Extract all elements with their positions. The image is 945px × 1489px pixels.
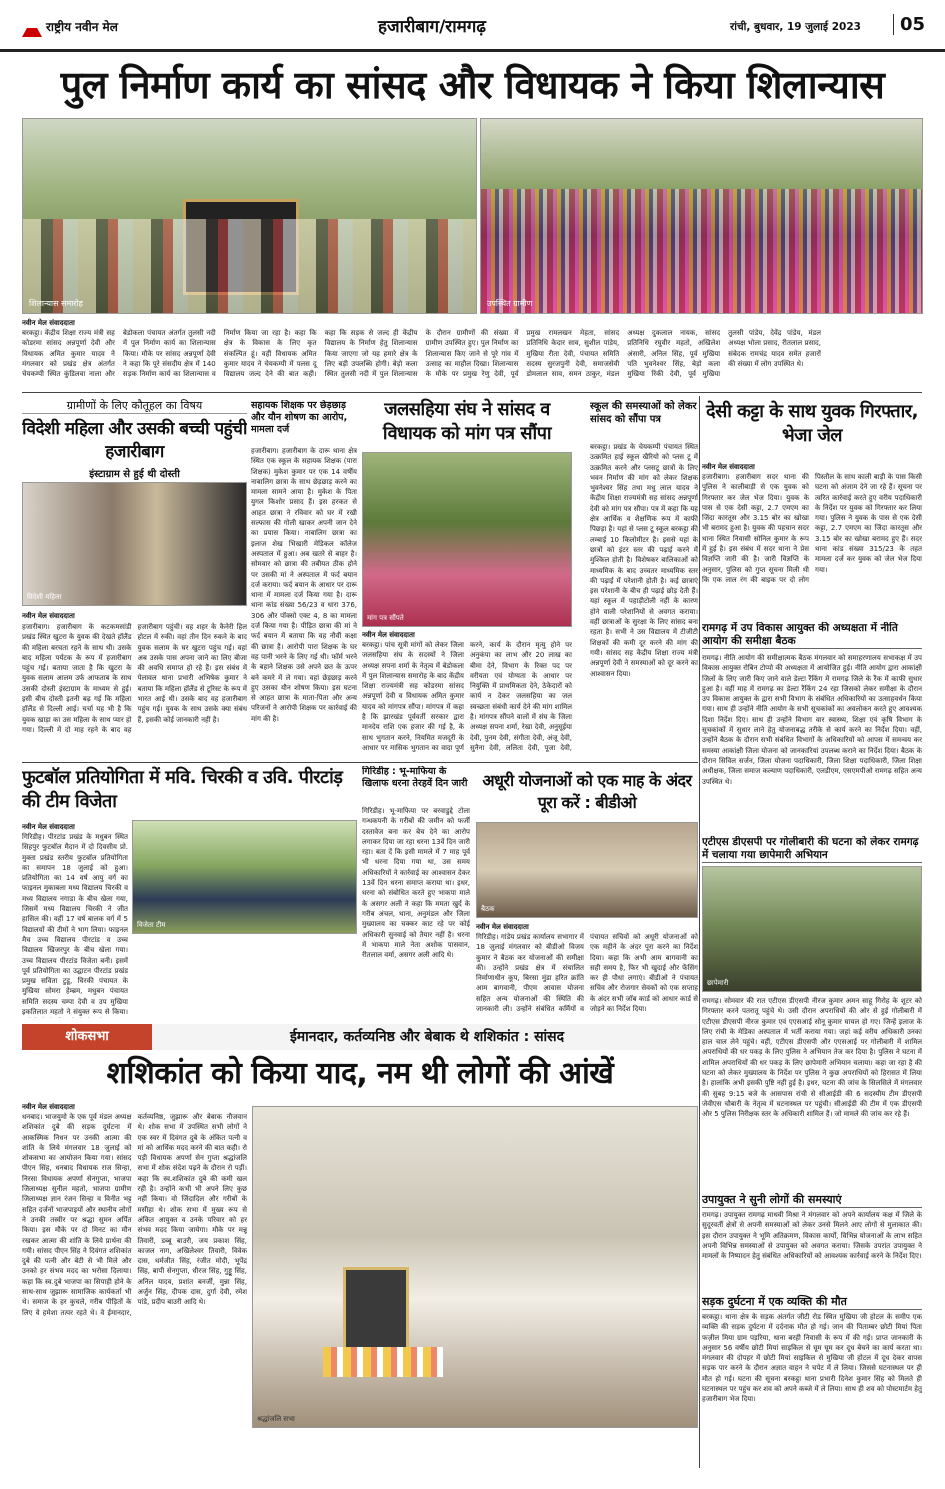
story-golibari-body: रामगढ़। सोमवार की रात एटीएस डीएसपी नीरज कुमार अमन साहू गिरोह के शूटर को गिरफ्तार करने पतरातू पहुंचे थे। उसी दौरान अपराधियों की ओर से हुई गोलीबारी में एटीएस डीएसपी नीरज कुमार एवं एएसआई सोनू कुमार घायल हो गए। जिन्हें इलाज के लिए रांची के मेडिका अस्पताल में भर्ती कराया गया। जहां कई वरीय अधिकारी उनका हाल चाल लेने पहुंचे। वहीं, एटीएस डीएसपी और एएसआई पर गोलीबारी में शामिल अपराधियों की धर पकड़ के लिए पुलिस ने अभियान तेज कर दिया है। पुलिस ने घटना में शामिल अपराधियों की धर पकड़ के लिए छापेमारी अभियान चलाया। कहा जा रहा है की घटना को लेकर मुख्यालय के निर्देश पर पुलिस ने कुछ अपराधियों को हिरासत में लिया है। हालांकि अभी इसकी पुष्टि नहीं हुई है। इधर, घटना की जांच के सिलसिले में मंगलवार की सुबह 9:15 बजे के आसपास रांची से सीआईडी की 6 सदस्यीय टीम डीएसपी जेवीएस चौबारी के नेतृत्व में घटनास्थल पर पहुंची। सीआईडी की टीम में एक डीएसपी और 5 पुलिस निरीक्षक स्तर के अधिकारी शामिल हैं। जो मामले की जांच कर रहे हैं। — [702, 997, 922, 1119]
story-shashikant-band — [22, 1024, 698, 1050]
story-football-photo — [132, 820, 357, 934]
story-foreign-dateline: नवीन मेल संवाददाता — [22, 612, 75, 620]
section-title: हजारीबाग/रामगढ़ — [378, 17, 486, 37]
story-football-dateline: नवीन मेल संवाददाता — [22, 823, 75, 831]
story-shashikant-body: धनबाद। भाजयुमो के एक पूर्व मंडल अध्यक्ष शशिकांत दुबे की सड़क दुर्घटना में आकस्मिक निधन पर उनकी आत्मा की शांति के लिये मंगलवार 18 जुलाई को शोकसभा का आयोजन किया गया। सांसद पीएन सिंह, धनबाद विधायक राज सिन्हा, निरसा विधायक अपर्णा सेनगुप्ता, भाजपा जिलाध्यक्ष सुनील महतो, भाजपा ग्रामीण जिलाध्यक्ष ज्ञान रंजन सिन्हा व विनीत भट्ट सहित दर्जनों भाजपाइयों और स्थानीय लोगों ने उनकी तस्वीर पर श्रद्धा सुमन अर्पित किया। इस मौके पर दो मिनट का मौन रखकर आत्मा की शांति के लिये प्रार्थना की गयी। सांसद पीएन सिंह ने दिवंगत शशिकांत दुबे की पत्नी और बेटी से भी मिले और उनको हर संभव मदद का भरोसा दिलाया। कहा कि स्व.दुबे भाजपा का सिपाही होने के साथ-साथ जुझारू सामाजिक कार्यकर्ता भी थे। समाज के हर कुचले, गरीब पीड़ितों के लिए वे हमेशा तत्पर रहते थे। वे ईमानदार, कर्तव्यनिष्ठ, जुझारू और बेबाक नौजवान थे। शोक सभा में उपस्थित सभी लोगों ने एक स्वर में दिवंगत दुबे के अंकित पत्नी व मां को आर्थिक मदद करने की बात कही। रो पड़ी विधायक अपर्णा सेन गुप्ता श्रद्धांजलि सभा में शोक संदेश पढ़ने के दौरान रो पड़ीं। कहा कि स्व.शशिकांत दुबे की कमी खल रही है। उन्होंने कभी भी अपने लिए कुछ नहीं किया। वो जिंदादिल और गरीबों के मसीहा थे। शोक सभा में मुख्य रूप से अंकित आयुक्त व उनके परिवार को हर संभव मदद किया जायेगा। मौके पर मन्नू तिवारी, डब्बू बाउरी, जय प्रकाश सिंह, काजल नाग, अखिलेश्वर तिवारी, विवेक दास, धर्मजीत सिंह, रंजीत मोदी, भूपेंद्र सिंह, बापी सेनगुप्ता, धीरज सिंह, गुड्डू सिंह, अनिल यादव, प्रशांत बनर्जी, मुन्ना सिंह, अर्जुन सिंह, दीपक दास, दुर्गा देवी, रमेश पांडे, प्रदीप बाउरी आदि थे। — [22, 1113, 247, 1317]
story-foreign-kicker: ग्रामीणों के लिए कौतूहल का विषय — [22, 398, 247, 414]
story-shashikant-kicker: ईमानदार, कर्तव्यनिष्ठ और बेबाक थे शशिकांत : सांसद — [289, 1029, 565, 1045]
story-football-headline: फुटबॉल प्रतियोगिता में मवि. चिरकी व उवि. पीरटांड़ की टीम विजेता — [22, 767, 343, 812]
story-accident-headline: सड़क दुर्घटना में एक व्यक्ति की मौत — [702, 1294, 922, 1310]
photo-caption: श्रद्धांजलि सभा — [257, 1415, 295, 1423]
lead-photo-crowd — [480, 118, 923, 314]
story-shashikant-dateline: नवीन मेल संवाददाता — [22, 1103, 75, 1111]
bird-logo-icon — [22, 18, 42, 37]
lead-photo-inauguration — [22, 118, 477, 314]
story-niti-headline: रामगढ़ में उप विकास आयुक्त की अध्यक्षता में नीति आयोग की समीक्षा बैठक — [702, 622, 922, 649]
story-bdo-dateline: नवीन मेल संवाददाता — [476, 923, 529, 931]
story-gun-dateline: नवीन मेल संवाददाता — [702, 463, 755, 471]
story-jalsahiya-body: बरकट्ठा। पांच सूत्री मांगों को लेकर जिला जलसहिया संघ के सदस्यों ने जिला अध्यक्ष सपना शर्मा के नेतृत्व में बेडोकला में पुल शिलान्यास समारोह के बाद केंद्रीय शिक्षा राज्यमंत्री सह कोडरमा सांसद अन्नपूर्णा देवी व विधायक अमित कुमार यादव को मांगपत्र सौंपा। मांगपत्र में कहा है कि झारखंड पूर्ववर्ती सरकार द्वारा मानदेय राशि एक हजार की गई है, के साथ भुगतान करने, नियमित मजदूरी के आधार पर मासिक भुगतान का वादा पूर्ण करने, कार्य के दौरान मृत्यु होने पर अनुकंपा का लाभ और 20 लाख का बीमा देने, विभाग के रिक्त पद पर वरीयता एवं योग्यता के आधार पर नियुक्ति में प्राथमिकता देने, ठेकेदारों को कार्य न देकर जलसहिया का जल स्वच्छता संबंधी कार्य देने की मांग शामिल है। मांगपत्र सौंपने वालों में संघ के जिला अध्यक्ष सपना शर्मा, रेखा देवी, अनुसूईया देवी, पुनम देवी, संगीता देवी, अंजू देवी, सुनैना देवी, ललिता देवी, पूजा देवी, — [362, 641, 572, 752]
story-bdo-body: गिरिडीह। गांडेय प्रखंड कार्यालय सभागार में 18 जुलाई मंगलवार को बीडीओ विजय कुमार ने बैठक कर योजनाओं की समीक्षा की। उन्होंने प्रखंड क्षेत्र में संचालित निर्माणाधीन कूप, बिरसा मुंडा हरित क्रांति आम बागवानी, पीएम आवास योजना सहित अन्य योजनाओं की स्थिति की जानकारी ली। उन्होंने संबंधित कर्मियों व पंचायत सचिवों को अधूरी योजनाओं को एक महीने के अंदर पूरा करने का निर्देश दिया। कहा कि अभी आम बागवानी का सही समय है, फिर भी खुदाई और फेंसिंग कर ही पौधा लगाएं। बीडीओ ने पंचायत सचिव और रोजगार सेवकों को एक सप्ताह के अंदर सभी जॉब कार्ड को आधार कार्ड से जोड़ने का निर्देश दिया। — [476, 933, 698, 1014]
story-gun-body: हजारीबाग। हजारीबाग सदर थाना की पुलिस ने कालीबाड़ी से एक युवक को गिरफ्तार कर जेल भेज दिया। युवक के पास से एक देसी कट्टा, 2.7 एमएम का जिंदा कारतूस और 3.15 बोर का खोखा भी बरामद हुआ है। युवक की पहचान सदर थाना स्थित निवासी सोनिल कुमार के रूप में हुई है। इस संबंध में सदर थाना ने प्रेस विज्ञप्ति जारी की है। जारी विज्ञप्ति के अनुसार, पुलिस को गुप्त सूचना मिली थी कि एक लाल रंग की बाइक पर दो लोग पिस्तौल के साथ काली बाड़ी के पास किसी घटना को अंजाम देने जा रहे हैं। सूचना पर त्वरित कार्रवाई करते हुए वरीय पदाधिकारी के निर्देश पर युवक को गिरफ्तार कर लिया गया। पुलिस ने युवक के पास से एक देसी कट्टा, 2.7 एमएम का जिंदा कारतूस और 3.15 बोर का खोखा बरामद हुए हैं। सदर थाना कांड संख्या 315/23 के तहत मामला दर्ज कर युवक को जेल भेज दिया गया। — [702, 473, 922, 584]
story-foreign-headline: विदेशी महिला और उसकी बच्ची पहुंची हजारीबाग — [22, 419, 247, 462]
story-teacher-body: हजारीबाग। हजारीबाग के दारू थाना क्षेत्र स्थित एक स्कूल के सहायक शिक्षक (पारा शिक्षक) मुकेश कुमार पर एक 14 वर्षीय नाबालिग छात्रा के साथ छेड़छाड़ करने का मामला सामने आया है। मुकेश के पिता युगल किशोर प्रसाद हैं। इस हरकत से आहत छात्रा ने रविवार को घर में रखी सल्फास की गोली खाकर अपनी जान देने का प्रयास किया। नाबालिग छात्रा का इलाज शेख भिखारी मेडिकल कॉलेज अस्पताल में हुआ। अब खतरे से बाहर है। सोमवार को छात्रा की तबीयत ठीक होने पर उसकी मां ने अस्पताल में फर्द बयान दर्ज कराया। फर्द बयान के आधार पर दारू थाना में मामला दर्ज किया गया है। दारू थाना कांड संख्या 56/23 व धारा 376, 306 और पॉक्सो एक्ट 4, 8 का मामला दर्ज किया गया है। पीड़ित छात्रा की मां ने फर्द बयान में बताया कि वह नौवीं कक्षा की छात्रा है। आरोपी पारा शिक्षक के घर वह पानी भरने के लिए गई थी। फॉर्म भरने के बहाने शिक्षक उसे अपने छत के ऊपर बने कमरे में ले गया। वहां छेड़छाड़ करने हुए उसका यौन शोषण किया। इस घटना से आहत छात्रा के माता-पिता और अन्य परिजनों ने आरोपी शिक्षक पर कार्रवाई की मांग की है। — [251, 447, 357, 723]
lead-dateline: नवीन मेल संवाददाता — [22, 319, 75, 327]
story-mafia-body: गिरिडीह। भू-माफिया पर बरवाडुद्दे टोला गन्धकपनी के गरीबों की जमीन को फर्जी दस्तावेज बना कर बेच देने का आरोप लगाकर दिया जा रहा धरना 13वें दिन जारी रहा। बता दें कि इसी मामले में 7 माह पूर्व भी धरना दिया गया था, उस समय अधिकारियों ने कार्रवाई का आश्वासन देकर 13वें दिन धरना समाप्त कराया था। इधर, धरना को संबोधित करते हुए भाकपा माले के असगर अली ने कहा कि ममता खुर्द के गरीब अंचल, थाना, अनुमंडल और जिला मुख्यालय का चक्कर काट रहे पर कोई अधिकारी सुनवाई को तैयार नहीं है। धरना में भाकपा माले नेता अशोक पासवान, रीतलाल वर्मा, असगर अली आदि थे। — [362, 807, 470, 960]
lead-headline: पुल निर्माण कार्य का सांसद और विधायक ने किया शिलान्यास — [60, 63, 885, 107]
lead-body: बरकट्ठा। केंद्रीय शिक्षा राज्य मंत्री सह कोडरमा सांसद अन्नपूर्णा देवी और विधायक अमित कुमार यादव ने मंगलवार को प्रखंड क्षेत्र अंतर्गत चेयकम्पी स्थित कुंडिलवा नाला और बेडोकला पंचायत अंतर्गत तुलसी नदी में पुल निर्माण कार्य का शिलान्यास किया। मौके पर सांसद अन्नपूर्णा देवी ने कहा कि पूरे संसदीय क्षेत्र में 140 सड़क निर्माण कार्य का शिलान्यास व निर्माण किया जा रहा है। कहा कि क्षेत्र के विकास के लिए कृत संकल्पित हूं। वहीं विधायक अमित कुमार यादव ने चेयकम्पी में पलस दू विद्यालय जल्द देने की बात कही। कहा कि सड़क से जल्द ही केंद्रीय विद्यालय के निर्माण हेतु शिलान्यास किया जाएगा जो यह हमारे क्षेत्र के लिए बड़ी उपलब्धि होगी। बेड़ो कला स्थित तुलसी नदी में पुल शिलान्यास के दौरान ग्रामीणों की संख्या में ग्रामीण उपस्थित हुए। पुल निर्माण का शिलान्यास किए जाने से पूरे गांव में उत्साह का माहौल दिखा। शिलान्यास के मौके पर प्रमुख रेणु देवी, पूर्व प्रमुख रामलखन मेहता, सांसद प्रतिनिधि केदार साव, सुशील पांडेय, मुखिया रीता देवी, पंचायत समिति सदस्य सुरजपुनी देवी, समाजसेवी डोमलाल साव, समन ठाकुर, मंडल अध्यक्ष दुकलाल नायक, सांसद प्रतिनिधि रघुवीर महतो, अखिलेश अंसारी, अनिल सिंह, पूर्व मुखिया पति भुवनेश्वर सिंह, बेड़ो कला मुखिया रिंकी देवी, पूर्व मुखिया तुलसी पांडेय, देवेंद्र पांडेय, मंडल अध्यक्ष भोला प्रसाद, रीतलाल प्रसाद, संबेदक रामचंद्र यादव समेत हजारों की संख्या में लोग उपस्थित थे। — [22, 329, 821, 379]
photo-caption: उपस्थित ग्रामीण — [487, 299, 533, 308]
story-school-kicker: स्कूल की समस्याओं को लेकर सांसद को सौंपा पत्र — [590, 401, 697, 425]
story-foreign-body: हजारीबाग। हजारीबाग के कटकमसांडी प्रखंड स्थित खुटरा के युवक की देखते हॉलैंड की महिला बरचता रहने के साथ थी। उसके बाद महिला पर्यटक के रूप में हजारीबाग पहुंच गई। बताया जाता है कि खुटरा के युवक सलाम आलम उर्फ आफताब के साथ उसकी दोस्ती इंस्टाग्राम के माध्यम से हुई। इसी बीच दोस्ती इतनी बढ़ गई कि महिला हॉलैंड से दिल्ली आई। चर्चा यह भी है कि युवक खाड़ा का उस महिला के साथ प्यार हो गया। दिल्ली में दो माह रहने के बाद वह हजारीबाग पहुंची। वह शहर के कैनेरी हिल होटल में रुकी। वहां तीन दिन रुकने के बाद युवक सलाम के घर खुटरा पहुंच गई। वहां अब उसके पास अपना जाने का लिए बीजा की अवधि समाप्त हो रहे हैं। इस संबंध में पेलावल थाना प्रभारी अभिषेक कुमार ने बताया कि महिला हॉलैंड से टूरिस्ट के रूप में भारत आई थी। उसके बाद वह हजारीबाग पहुंच गई। युवक के साथ उसके क्या संबंध हैं, इसकी कोई जानकारी नहीं है। — [22, 623, 247, 734]
masthead — [0, 0, 945, 52]
photo-caption: बैठक — [481, 905, 495, 913]
story-shashikant-tag: शोकसभा — [22, 1024, 152, 1050]
photo-caption: विदेशी महिला — [27, 593, 62, 601]
story-teacher-kicker: सहायक शिक्षक पर छेड़छाड़ और यौन शोषण का आरोप, मामला दर्ज — [251, 400, 348, 435]
story-niti-body: रामगढ़। नीति आयोग की समीक्षात्मक बैठक मंगलवार को समाहरणालय सभाकक्ष में उप विकास आयुक्त रोबिन टोप्पो की अध्यक्षता में आयोजित हुई। नीति आयोग द्वारा आकांक्षी जिलों के लिए जारी किए जाने वाले डेल्टा रैंकिंग में रामगढ़ जिले के रैंक में काफी सुधार हुआ है। वहीं माह में रामगढ़ का डेल्टा रैंकिंग 24 रहा जिसको लेकर समीक्षा के दौरान उप विकास आयुक्त के द्वारा सभी विभाग के संबंधित अधिकारियों का उत्साहवर्धन किया गया। साथ ही उन्होंने नीति आयोग के सभी सूचकांकों का अवलोकन करते हुए आवश्यक दिशा निर्देश दिए। साथ ही उन्होंने विभाग वार स्वास्थ्य, शिक्षा एवं कृषि विभाग के सूचकांकों में सुधार लाने हेतु योजनाबद्ध तरीके से कार्य करने का निर्देश दिया। वहीं, उन्होंने बैठक के दौरान सभी संबंधित विभागों के अधिकारियों को आपस में समन्वय कर समस्या आकांक्षी जिला योजना को जानकारियां उपलब्ध कराने का निर्देश दिया। बैठक के दौरान सिविल सर्जन, जिला योजना पदाधिकारी, जिला शिक्षा पदाधिकारी, जिला शिक्षा अधीक्षक, जिला समाज कल्याण पदाधिकारी, एलडीएम, एसएमपीओ रामगढ़ सहित अन्य उपस्थित थे। — [702, 654, 922, 786]
story-golibari-photo — [702, 866, 922, 992]
story-mafia-kicker: गिरिडीह : भू-माफिया के खिलाफ धरना तेरहवें दिन जारी — [362, 766, 468, 789]
story-bdo-photo — [476, 822, 698, 918]
story-foreign-photo — [22, 482, 247, 606]
story-shashikant-headline: शशिकांत को किया याद, नम थी लोगों की आंखें — [106, 1056, 614, 1091]
photo-caption: विजेता टीम — [137, 921, 166, 929]
story-niti-box — [702, 622, 922, 832]
story-accident-body: बरकट्ठा। थाना क्षेत्र के सड़क अंतर्गत जीटी रोड स्थित मुखिया जी होटल के समीप एक व्यक्ति की सड़क दुर्घटना में दर्दनाक मौत हो गई। जान की पिताम्बर छोटी मियां पिता फज़ील मिया ग्राम पड़रिया, थाना बरही निवासी के रूप में की गई। प्राप्त जानकारी के अनुसार 56 वर्षीय छोटी मियां साइकिल से घूम घूम कर दूध बेचने का कार्य करता था। मंगलवार की दोपहर में छोटी मियां साइकिल से मुखिया जी होटल में दूध देकर वापस सड़क पार करने के दौरान अज्ञात वाहन ने चपेट में ले लिया। जिससे घटनास्थल पर ही मौत हो गई। घटना की सूचना बरकट्ठा थाना प्रभारी दिनेश कुमार सिंह को मिलते ही घटनास्थल पर पहुंच कर शव को अपने कब्जे में ले लिया। साथ ही शव को पोस्टमार्टम हेतु हजारीबाग भेज दिया। — [702, 1313, 922, 1404]
story-shashikant-photo — [252, 1106, 698, 1428]
column-rule — [699, 396, 700, 1468]
newspaper-logo: राष्ट्रीय नवीन मेल — [22, 18, 118, 37]
story-jalsahiya-headline: जलसहिया संघ ने सांसद व विधायक को मांग पत्र सौंपा — [382, 399, 552, 444]
divider — [22, 392, 922, 393]
story-football-body-a: गिरिडीह। पीरटांड प्रखंड के मधुबन स्थित सिहपुर फुटबॉल मैदान में दो दिवसीय प्रो. मुक्ता प्रखंड स्तरीय फुटबॉल प्रतियोगिता का समापन 18 जुलाई को हुआ। प्रतियोगिता का 14 वर्ष आयु वर्ग का फाइनल मुकाबला मध्य विद्यालय चिरकी व मध्य विद्यालय नगाडा के बीच खेला गया, जिसमें मध्य विद्यालय चिरकी ने जीत हासिल की। वहीं 17 वर्ष बालक वर्ग में 5 विद्यालयों की टीमों ने भाग लिया। फाइनल मैच उच्च विद्यालय पीरटांड व उच्च विद्यालय खिजरपुर के बीच खेला गया। उच्च विद्यालय पीरटांड विजेता बनी। इसमें पूर्व प्रतियोगिता का उद्घाटन पीरटांड प्रखंड प्रमुख सविता टुडू, चिरकी पंचायत के मुखिया सोमरा हेम्ब्रम, मधुबन पंचायत समिति सदस्य चम्पा देवी व उप मुखिया इकतिलात महतो ने संयुक्त रूप से किया। — [22, 833, 128, 1017]
photo-caption: मांग पत्र सौंपते — [367, 614, 404, 622]
edition-date: रांची, बुधवार, 19 जुलाई 2023 — [730, 21, 861, 33]
story-jalsahiya-photo — [362, 452, 572, 627]
story-meeting-headline: उपायुक्त ने सुनी लोगों की समस्याएं — [702, 1192, 922, 1208]
divider — [22, 762, 698, 763]
page-number: 05 — [893, 14, 925, 35]
story-bdo-headline: अधूरी योजनाओं को एक माह के अंदर पूरा करें : बीडीओ — [482, 771, 692, 812]
story-school-body: बरकट्ठा। प्रखंड के चेयकम्पी पंचायत स्थित उत्क्रमित हाई स्कूल खैरियो को प्लस टू में उत्क्रमित करने और प्लसटू छात्रों के लिए भवन निर्माण की मांग को लेकर शिक्षक भुवनेश्वर सिंह तथा मधु लाल यादव ने केंद्रीय शिक्षा राज्यमंत्री सह सांसद अन्नपूर्णा देवी को मांग पत्र सौंपा। पत्र में कहा कि यह क्षेत्र आर्थिक व शैक्षणिक रूप में काफी पिछड़ा है। यहां से प्लस टू स्कूल बरकट्ठा की लम्बाई 10 किलोमीटर है। इससे यहां के छात्रों को इंटर स्तर की पढ़ाई करने में मुश्किल होती है। विशेषकर बालिकाओं को माध्यमिक के बाद उच्चतर माध्यमिक स्तर की पढ़ाई में परेशानी होती है। कई छात्राएं इस परेशानी के बीच ही पढ़ाई छोड़ देती हैं। यहां स्कूल में पहाड़ीटोली नहीं के कारण होने वाली परेशानियों से अवगत कराया। वहीं छात्राओं के सुरक्षा के लिए सांसद बना रहता है। सभी ने उस विद्यालय में टीजीटी शिक्षकों की कमी दूर करने की मांग की गयी। सांसद सह केंद्रीय शिक्षा राज्य मंत्री अन्नपूर्णा देवी ने समस्याओं को दूर करने का आश्वासन दिया। — [590, 443, 698, 678]
photo-caption: छापेमारी — [707, 979, 729, 987]
story-foreign-subhead: इंस्टाग्राम से हुई थी दोस्ती — [89, 469, 180, 480]
story-meeting-body: रामगढ़। उपायुक्त रामगढ़ माधवी मिश्रा ने मंगलवार को अपने कार्यालय कक्ष में जिले के सुदूरवर्ती क्षेत्रों से अपनी समस्याओं को लेकर उनसे मिलने आए लोगों से मुलाकात की। इस दौरान उपायुक्त ने भूमि अतिक्रमण, विकास कार्यों, विभिन्न योजनाओं के लाभ सहित अपनी विभिन्न समस्याओं से उपायुक्त को अवगत कराया। जिसके उपरांत उपायुक्त ने मामलों के निष्पादन हेतु संबंधित अधिकारियों को आवश्यक कार्रवाई करने के निर्देश दिए। — [702, 1211, 922, 1261]
story-jalsahiya-dateline: नवीन मेल संवाददाता — [362, 631, 415, 639]
story-golibari-headline: एटीएस डीएसपी पर गोलीबारी की घटना को लेकर रामगढ़ में चलाया गया छापेमारी अभियान — [702, 836, 922, 863]
story-gun-headline: देसी कट्टा के साथ युवक गिरफ्तार, भेजा जेल — [706, 401, 918, 446]
photo-caption: शिलान्यास समारोह — [29, 299, 83, 308]
